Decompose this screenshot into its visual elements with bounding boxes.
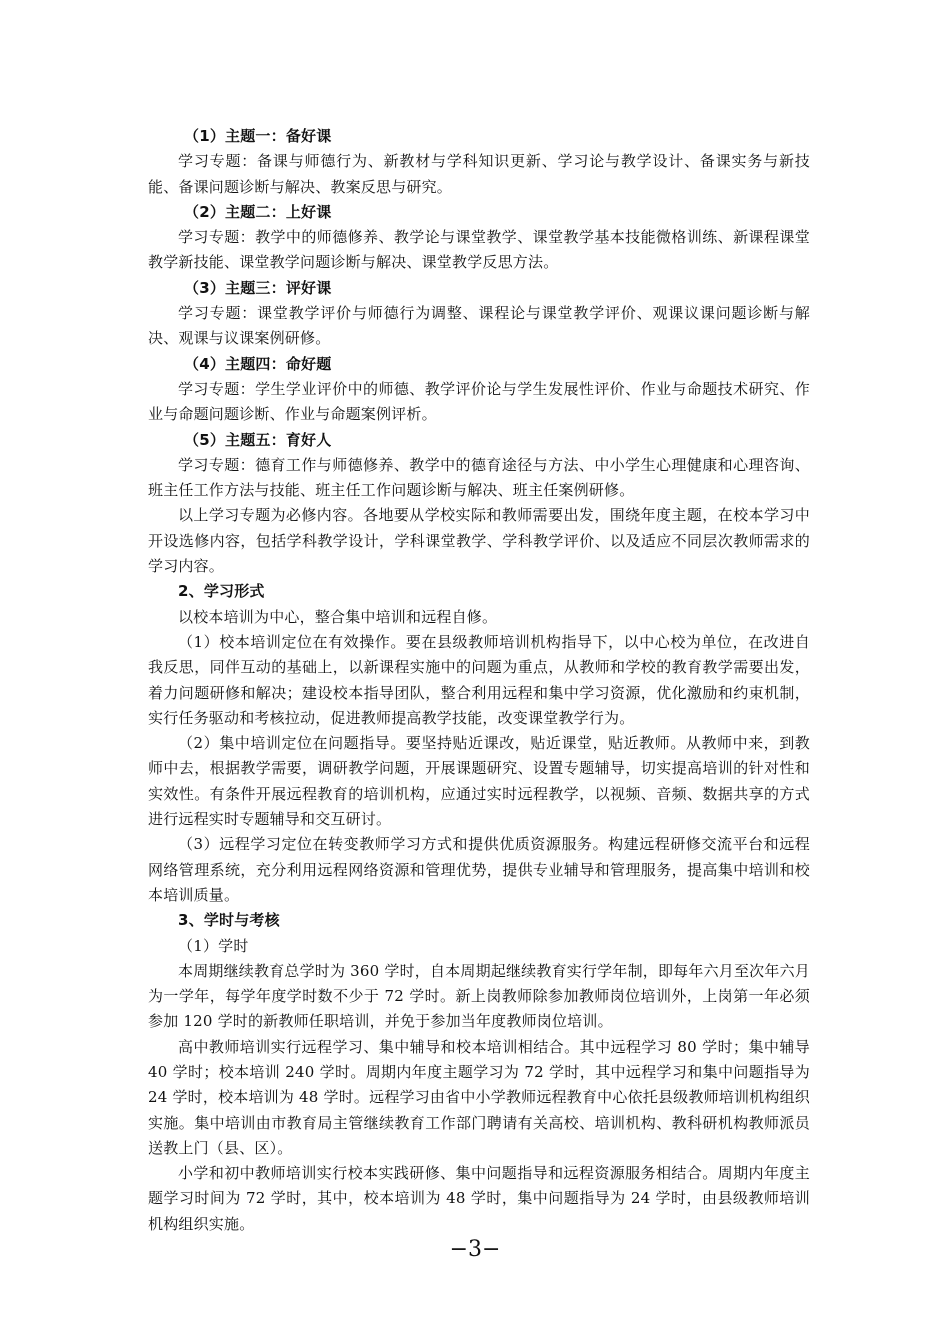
section-3-paragraph-1: 本周期继续教育总学时为 360 学时，自本周期起继续教育实行学年制，即每年六月至次年六月为一学年，每学年度学时数不少于 72 学时。新上岗教师除参加教师岗位培训外，上岗第一年必须参加 120 学时的新教师任职培训，并免于参加当年度教师岗位培训。: [148, 961, 810, 1031]
section-2-item-2: （2）集中培训定位在问题指导。要坚持贴近课改，贴近课堂，贴近教师。从教师中来，到教师中去，根据教学需要，调研教学问题，开展课题研究、设置专题辅导，切实提高培训的针对性和实效性。有条件开展远程教育的培训机构，应通过实时远程教学，以视频、音频、数据共享的方式进行远程实时专题辅导和交互研讨。: [148, 734, 810, 829]
section-2-item-1: （1）校本培训定位在有效操作。要在县级教师培训机构指导下，以中心校为单位，在改进自我反思，同伴互动的基础上，以新课程实施中的问题为重点，从教师和学校的教育教学需要出发，着力问题研修和解决；建设校本指导团队，整合利用远程和集中学习资源，优化激励和约束机制，实行任务驱动和考核拉动，促进教师提高教学技能，改变课堂教学行为。: [148, 632, 810, 727]
page-number: −3−: [449, 1237, 501, 1262]
theme-3-title: （3）主题三：评好课: [184, 278, 332, 297]
section-3-title: 3、学时与考核: [178, 911, 280, 930]
theme-2-title: （2）主题二：上好课: [184, 202, 332, 221]
theme-4-text: 学习专题：学生学业评价中的师德、教学评价论与学生发展性评价、作业与命题技术研究、作业与命题问题诊断、作业与命题案例评析。: [148, 379, 810, 424]
theme-4-title: （4）主题四：命好题: [184, 354, 332, 373]
theme-5-text: 学习专题：德育工作与师德修养、教学中的德育途径与方法、中小学生心理健康和心理咨询、班主任工作方法与技能、班主任工作问题诊断与解决、班主任案例研修。: [148, 455, 810, 500]
section-2-item-3: （3）远程学习定位在转变教师学习方式和提供优质资源服务。构建远程研修交流平台和远程网络管理系统，充分利用远程网络资源和管理优势，提供专业辅导和管理服务，提高集中培训和校本培训质量。: [148, 835, 810, 904]
theme-1-text: 学习专题：备课与师德行为、新教材与学科知识更新、学习论与教学设计、备课实务与新技能、备课问题诊断与解决、教案反思与研究。: [148, 152, 810, 196]
section-2-title: 2、学习形式: [178, 582, 265, 601]
theme-3-text: 学习专题：课堂教学评价与师德行为调整、课程论与课堂教学评价、观课议课问题诊断与解决、观课与议课案例研修。: [148, 304, 810, 348]
theme-1-title: （1）主题一：备好课: [184, 127, 332, 145]
section-3-paragraph-3: 小学和初中教师培训实行校本实践研修、集中问题指导和远程资源服务相结合。周期内年度主题学习时间为 72 学时，其中，校本培训为 48 学时，集中问题指导为 24 学时，由县级教师培训机构组织实施。: [148, 1164, 810, 1233]
section-3-sub-heading: （1）学时: [178, 936, 249, 955]
section-2-intro: 以校本培训为中心，整合集中培训和远程自修。: [178, 607, 498, 626]
section-3-paragraph-2: 高中教师培训实行远程学习、集中辅导和校本培训相结合。其中远程学习 80 学时；集中辅导 40 学时；校本培训 240 学时。周期内年度主题学习为 72 学时，其中远程学习和集中问题指导为 24 学时，校本培训为 48 学时。远程学习由省中小学教师远程教育中心依托县级教师培训机构组织实施。集中培训由市教育局主管继续教育工作部门聘请有关高校、培训机构、教科研机构教师派员送教上门（县、区）。: [148, 1037, 810, 1157]
theme-2-text: 学习专题：教学中的师德修养、教学论与课堂教学、课堂教学基本技能微格训练、新课程课堂教学新技能、课堂教学问题诊断与解决、课堂教学反思方法。: [148, 228, 810, 272]
electives-note: 以上学习专题为必修内容。各地要从学校实际和教师需要出发，围绕年度主题，在校本学习中开设选修内容，包括学科教学设计，学科课堂教学、学科教学评价、以及适应不同层次教师需求的学习内容。: [148, 506, 810, 576]
theme-5-title: （5）主题五：育好人: [184, 430, 332, 449]
document-body: [148, 124, 810, 1237]
